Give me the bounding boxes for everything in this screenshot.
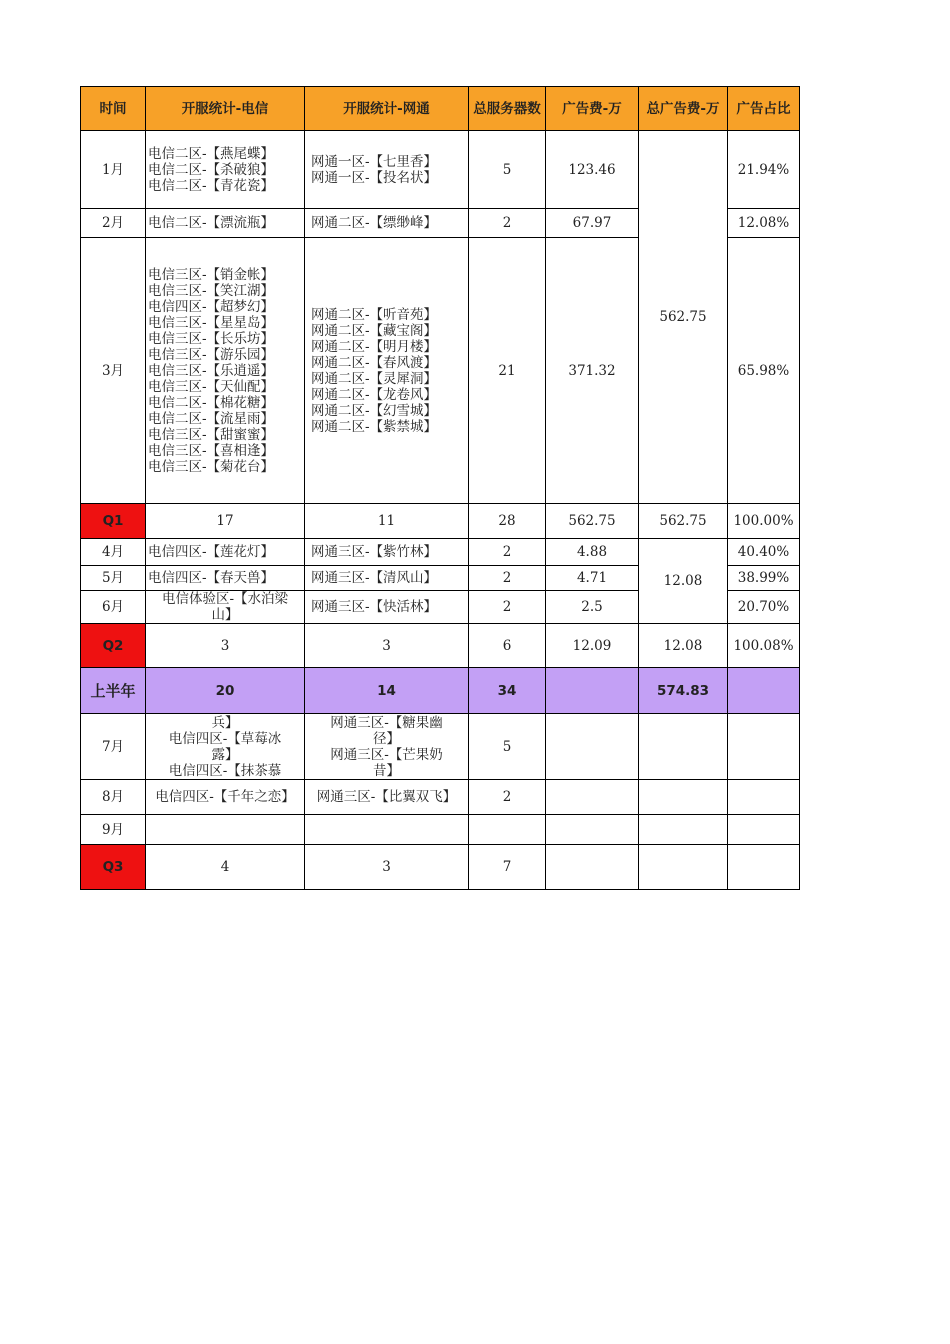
ad-share-cell[interactable]: 20.70%	[728, 591, 800, 624]
server-name: 山】	[211, 607, 239, 623]
telecom-count-cell[interactable]: 20	[146, 668, 305, 714]
server-name: 电信二区-【棉花糖】	[148, 394, 275, 411]
netcom-count-cell[interactable]: 14	[305, 668, 469, 714]
ad-fee-cell[interactable]: 4.88	[546, 539, 639, 566]
servers-cell[interactable]: 6	[469, 624, 546, 668]
netcom-count-cell[interactable]: 11	[305, 504, 469, 539]
server-name: 网通二区-【幻雪城】	[311, 402, 438, 419]
server-name: 露】	[211, 746, 239, 763]
netcom-cell[interactable]	[305, 815, 469, 845]
total-ad-fee-cell[interactable]: 574.83	[639, 668, 728, 714]
ad-fee-cell[interactable]	[546, 714, 639, 780]
server-name: 电信三区-【销金帐】	[148, 266, 275, 283]
servers-cell[interactable]: 2	[469, 209, 546, 238]
total-ad-fee-cell[interactable]	[639, 845, 728, 890]
total-ad-fee-cell[interactable]	[639, 780, 728, 815]
netcom-cell[interactable]	[305, 714, 469, 780]
ad-share-cell[interactable]	[728, 815, 800, 845]
server-name: 电信三区-【乐逍遥】	[148, 362, 275, 379]
half-year-label[interactable]: 上半年	[81, 668, 146, 714]
table-row-q1	[81, 504, 800, 539]
table-row-apr	[81, 539, 800, 566]
ad-share-cell[interactable]	[728, 780, 800, 815]
server-name: 电信三区-【喜相逢】	[148, 442, 275, 459]
header-total-ad-fee[interactable]: 总广告费-万	[639, 87, 728, 131]
server-name: 网通三区-【糖果幽	[330, 714, 443, 731]
table-row-q3	[81, 845, 800, 890]
server-name: 电信三区-【菊花台】	[148, 458, 275, 475]
servers-cell[interactable]: 7	[469, 845, 546, 890]
ad-share-cell[interactable]: 38.99%	[728, 566, 800, 591]
servers-cell[interactable]: 2	[469, 539, 546, 566]
ad-share-cell[interactable]	[728, 845, 800, 890]
server-name: 电信三区-【天仙配】	[148, 378, 275, 395]
server-name: 网通二区-【紫禁城】	[311, 418, 438, 435]
servers-cell[interactable]: 21	[469, 238, 546, 504]
ad-share-cell[interactable]: 100.08%	[728, 624, 800, 668]
telecom-cell[interactable]: 电信四区-【莲花灯】	[146, 539, 305, 566]
server-name: 兵】	[211, 714, 239, 731]
server-name: 电信二区-【青花瓷】	[148, 177, 275, 194]
servers-cell[interactable]: 5	[469, 131, 546, 209]
telecom-cell[interactable]: 电信四区-【千年之恋】	[146, 780, 305, 815]
ad-share-cell[interactable]	[728, 714, 800, 780]
ad-share-cell[interactable]: 21.94%	[728, 131, 800, 209]
month-cell[interactable]: 4月	[81, 539, 146, 566]
telecom-cell[interactable]	[146, 815, 305, 845]
server-name: 电信三区-【长乐坊】	[148, 330, 275, 347]
month-cell[interactable]: 7月	[81, 714, 146, 780]
total-ad-fee-cell[interactable]	[639, 714, 728, 780]
header-telecom[interactable]: 开服统计-电信	[146, 87, 305, 131]
telecom-cell[interactable]	[146, 238, 305, 504]
total-ad-fee-cell[interactable]	[639, 815, 728, 845]
server-name: 网通二区-【听音苑】	[311, 306, 438, 323]
ad-fee-cell[interactable]	[546, 668, 639, 714]
table-row-sep	[81, 815, 800, 845]
header-ad-fee[interactable]: 广告费-万	[546, 87, 639, 131]
netcom-count-cell[interactable]: 3	[305, 845, 469, 890]
netcom-cell[interactable]: 网通三区-【快活林】	[305, 591, 469, 624]
header-total-servers[interactable]: 总服务器数	[469, 87, 546, 131]
ad-fee-cell[interactable]	[546, 815, 639, 845]
server-name: 电信二区-【燕尾蝶】	[148, 145, 275, 162]
server-name: 网通一区-【投名状】	[311, 169, 438, 186]
server-name: 电信二区-【流星雨】	[148, 410, 275, 427]
quarter-label[interactable]: Q1	[81, 504, 146, 539]
header-time[interactable]: 时间	[81, 87, 146, 131]
ad-fee-cell[interactable]: 12.09	[546, 624, 639, 668]
table-row-q2	[81, 624, 800, 668]
month-cell[interactable]: 5月	[81, 566, 146, 591]
server-name: 电信四区-【抹茶慕	[168, 762, 282, 779]
server-name: 电信三区-【笑江湖】	[148, 282, 275, 299]
server-name: 网通二区-【灵犀洞】	[311, 370, 438, 387]
ad-fee-cell[interactable]: 123.46	[546, 131, 639, 209]
ad-fee-cell[interactable]: 562.75	[546, 504, 639, 539]
servers-cell[interactable]: 2	[469, 566, 546, 591]
server-name: 电信四区-【超梦幻】	[148, 298, 275, 315]
netcom-cell[interactable]: 网通三区-【清风山】	[305, 566, 469, 591]
telecom-count-cell[interactable]: 4	[146, 845, 305, 890]
header-row	[81, 87, 800, 131]
netcom-cell[interactable]: 网通三区-【紫竹林】	[305, 539, 469, 566]
telecom-count-cell[interactable]: 3	[146, 624, 305, 668]
servers-cell[interactable]: 28	[469, 504, 546, 539]
table-row-jul	[81, 714, 800, 780]
month-cell[interactable]: 1月	[81, 131, 146, 209]
server-name: 径】	[373, 730, 400, 747]
total-ad-fee-cell[interactable]: 12.08	[639, 624, 728, 668]
server-name: 电信四区-【草莓冰	[168, 730, 282, 747]
ad-fee-cell[interactable]: 67.97	[546, 209, 639, 238]
telecom-cell[interactable]: 电信四区-【春天兽】	[146, 566, 305, 591]
server-name: 网通二区-【龙卷风】	[311, 386, 438, 403]
total-ad-fee-cell[interactable]: 562.75	[639, 131, 728, 504]
ad-share-cell[interactable]: 12.08%	[728, 209, 800, 238]
netcom-cell[interactable]: 网通二区-【缥缈峰】	[305, 209, 469, 238]
month-cell[interactable]: 9月	[81, 815, 146, 845]
server-name: 网通三区-【芒果奶	[330, 746, 443, 763]
ad-fee-cell[interactable]: 2.5	[546, 591, 639, 624]
month-cell[interactable]: 8月	[81, 780, 146, 815]
month-cell[interactable]: 2月	[81, 209, 146, 238]
telecom-count-cell[interactable]: 17	[146, 504, 305, 539]
servers-cell[interactable]: 34	[469, 668, 546, 714]
ad-fee-cell[interactable]: 4.71	[546, 566, 639, 591]
ad-share-cell[interactable]: 65.98%	[728, 238, 800, 504]
month-cell[interactable]: 3月	[81, 238, 146, 504]
server-name: 电信体验区-【水泊梁	[161, 591, 289, 607]
netcom-cell[interactable]: 网通三区-【比翼双飞】	[305, 780, 469, 815]
telecom-cell[interactable]: 电信二区-【漂流瓶】	[146, 209, 305, 238]
telecom-cell[interactable]	[146, 714, 305, 780]
servers-cell[interactable]: 5	[469, 714, 546, 780]
server-name: 网通二区-【明月楼】	[311, 338, 438, 355]
total-ad-fee-cell[interactable]: 562.75	[639, 504, 728, 539]
servers-cell[interactable]: 2	[469, 591, 546, 624]
server-name: 网通二区-【藏宝阁】	[311, 322, 438, 339]
server-name: 电信三区-【游乐园】	[148, 346, 275, 363]
ad-fee-cell[interactable]	[546, 845, 639, 890]
quarter-label[interactable]: Q2	[81, 624, 146, 668]
netcom-count-cell[interactable]: 3	[305, 624, 469, 668]
servers-cell[interactable]: 2	[469, 780, 546, 815]
ad-fee-cell[interactable]: 371.32	[546, 238, 639, 504]
telecom-cell[interactable]	[146, 131, 305, 209]
table-row-first-half	[81, 668, 800, 714]
server-name: 昔】	[373, 762, 400, 779]
netcom-cell[interactable]	[305, 238, 469, 504]
ad-share-cell[interactable]	[728, 668, 800, 714]
ad-share-cell[interactable]: 40.40%	[728, 539, 800, 566]
quarter-label[interactable]: Q3	[81, 845, 146, 890]
server-name: 网通一区-【七里香】	[311, 153, 438, 170]
server-name: 电信三区-【星星岛】	[148, 314, 275, 331]
ad-share-cell[interactable]: 100.00%	[728, 504, 800, 539]
server-name: 网通二区-【春风渡】	[311, 354, 438, 371]
server-name: 电信三区-【甜蜜蜜】	[148, 426, 275, 443]
ad-fee-cell[interactable]	[546, 780, 639, 815]
servers-cell[interactable]	[469, 815, 546, 845]
ad-statistics-table	[80, 86, 800, 890]
header-netcom[interactable]: 开服统计-网通	[305, 87, 469, 131]
telecom-cell[interactable]	[146, 591, 305, 624]
netcom-cell[interactable]	[305, 131, 469, 209]
server-name: 电信二区-【杀破狼】	[148, 161, 275, 178]
header-ad-share[interactable]: 广告占比	[728, 87, 800, 131]
table-row-jan	[81, 131, 800, 209]
total-ad-fee-cell[interactable]: 12.08	[639, 539, 728, 624]
table-row-aug	[81, 780, 800, 815]
month-cell[interactable]: 6月	[81, 591, 146, 624]
